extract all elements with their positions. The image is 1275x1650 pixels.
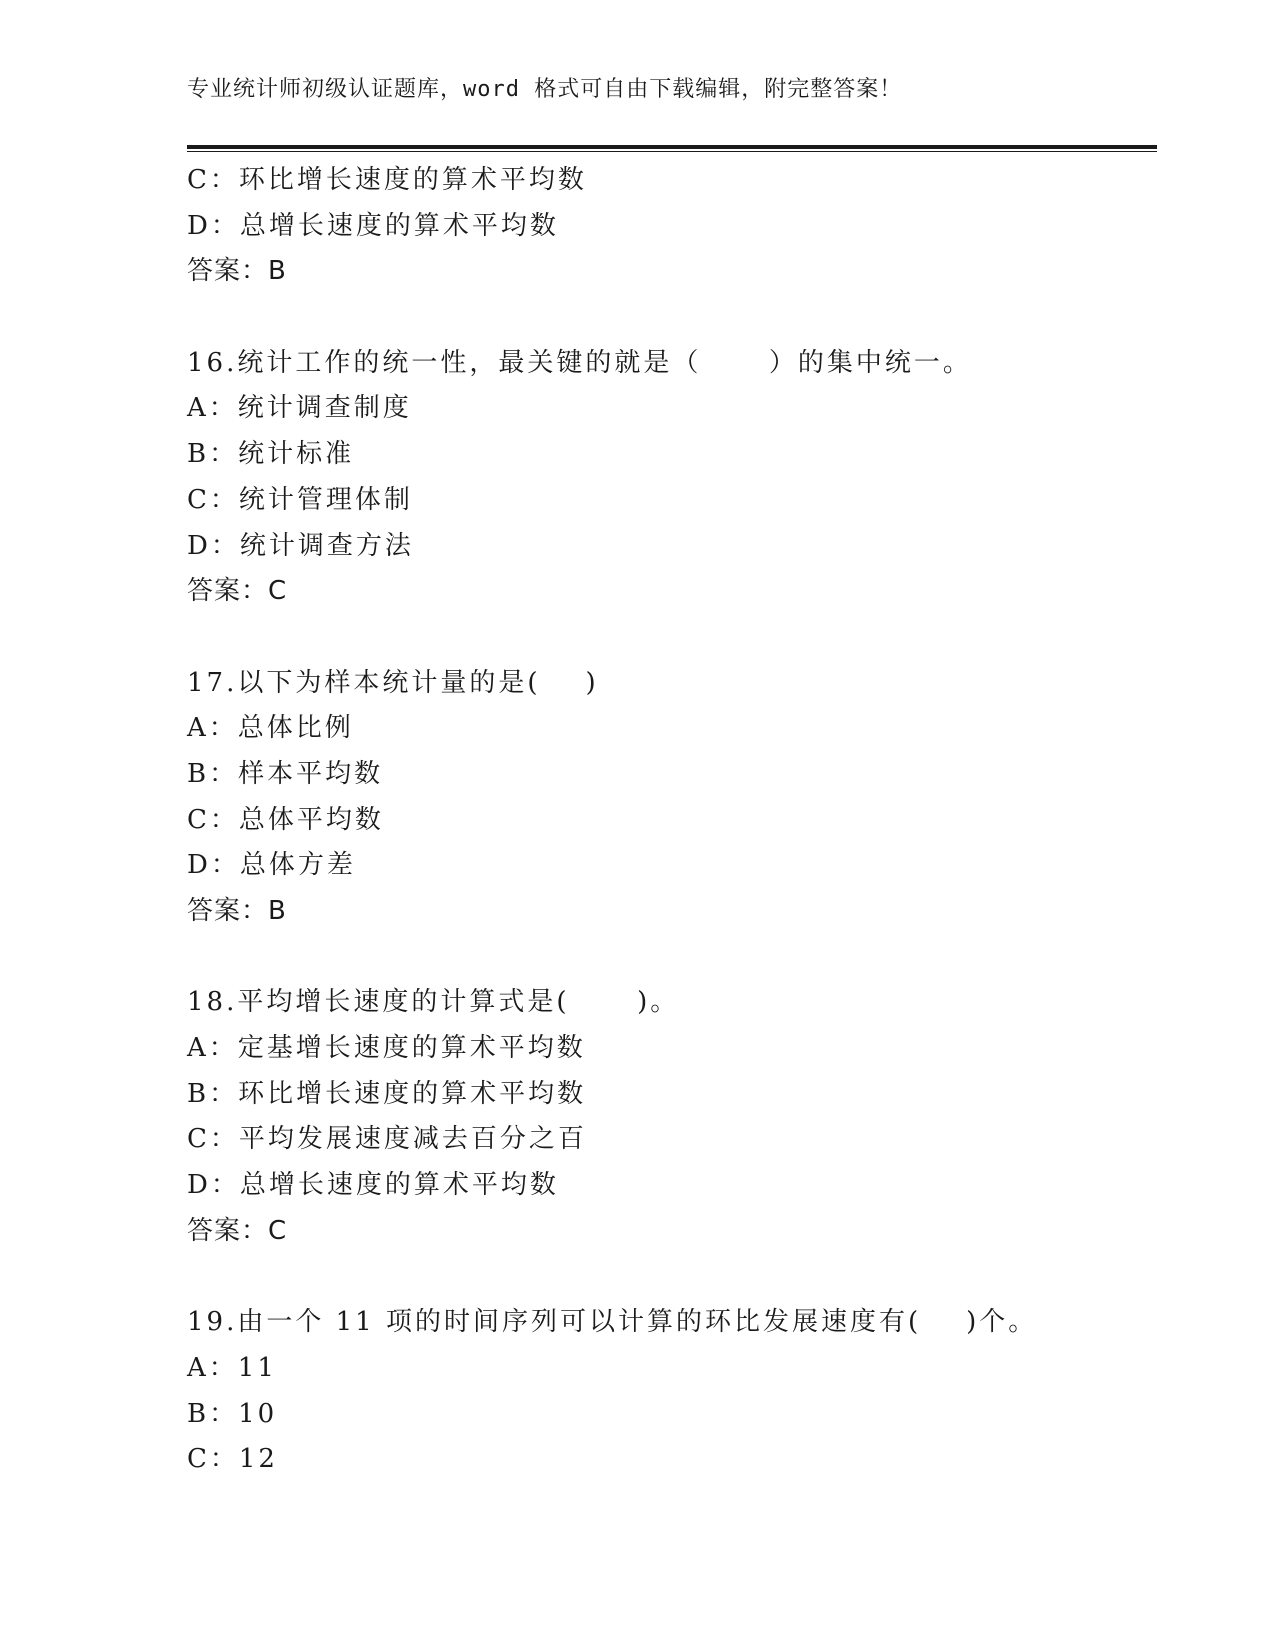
option-b: B：样本平均数 (187, 758, 384, 789)
question-stem: 17.以下为样本统计量的是( ) (187, 667, 599, 698)
option-b: B：10 (187, 1398, 278, 1429)
option-c: C：总体平均数 (187, 804, 384, 835)
option-a: A：定基增长速度的算术平均数 (187, 1033, 586, 1064)
answer-line: 答案：B (187, 896, 287, 926)
option-d: D：统计调查方法 (187, 530, 414, 561)
option-c: C：统计管理体制 (187, 484, 413, 515)
spacer (187, 1255, 1157, 1301)
option-b: B：环比增长速度的算术平均数 (187, 1078, 587, 1109)
option-b: B：统计标准 (187, 439, 355, 470)
page-header: 专业统计师初级认证题库，word 格式可自由下载编辑，附完整答案！ (187, 77, 903, 102)
option-d: D：总体方差 (187, 850, 356, 881)
question-stem: 19.由一个 11 项的时间序列可以计算的环比发展速度有( )个。 (187, 1307, 1038, 1338)
option-a: A：总体比例 (187, 713, 354, 744)
option-c: C：平均发展速度减去百分之百 (187, 1124, 587, 1155)
option-c: C：环比增长速度的算术平均数 (187, 165, 587, 195)
option-a: A：11 (187, 1352, 277, 1383)
question-content (187, 158, 1157, 1483)
answer-line: 答案：C (187, 576, 288, 607)
question-stem: 16.统计工作的统一性，最关键的就是（ ）的集中统一。 (187, 347, 972, 378)
option-c: C：12 (187, 1444, 278, 1475)
header-divider (187, 145, 1157, 152)
option-a: A：统计调查制度 (187, 393, 412, 424)
spacer (187, 295, 1157, 341)
answer-line: 答案：C (187, 1215, 288, 1246)
answer-line: 答案：B (187, 256, 287, 287)
option-d: D：总增长速度的算术平均数 (187, 210, 559, 241)
question-stem: 18.平均增长速度的计算式是( )。 (187, 987, 680, 1018)
option-d: D：总增长速度的算术平均数 (187, 1170, 559, 1201)
spacer (187, 615, 1157, 661)
spacer (187, 935, 1157, 981)
